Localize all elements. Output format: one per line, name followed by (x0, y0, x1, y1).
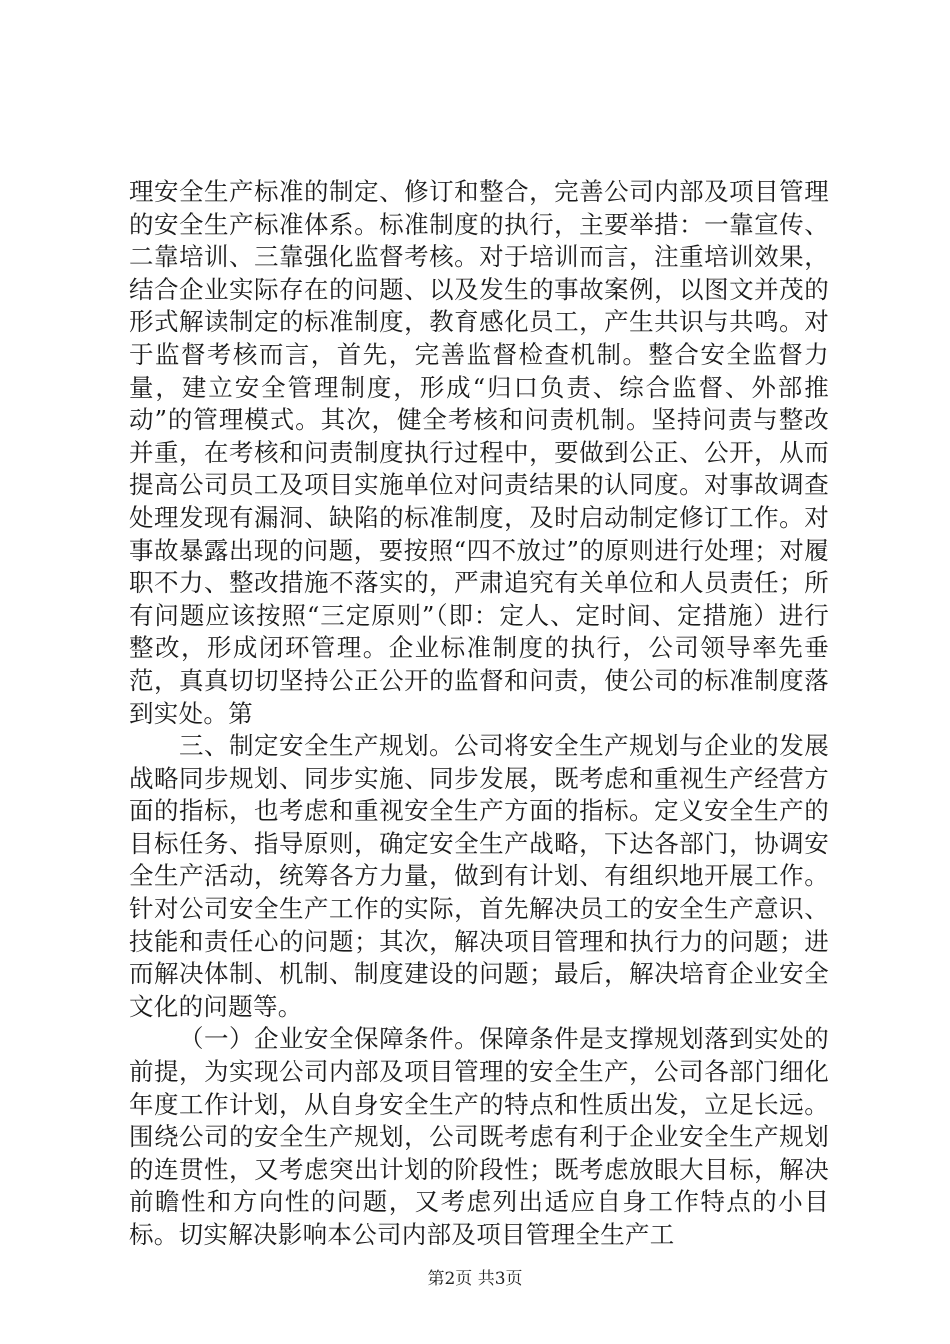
paragraph-standards-execution: 理安全生产标准的制定、修订和整合，完善公司内部及项目管理的安全生产标准体系。标准制度的执行，主要举措：一靠宣传、二靠培训、三靠强化监督考核。对于培训而言，注重培训效果，结合企业实际存在的问题、以及发生的事故案例，以图文并茂的形式解读制定的标准制度，教育感化员工，产生共识与共鸣。对于监督考核而言，首先，完善监督检查机制。整合安全监督力量，建立安全管理制度，形成“归口负责、综合监督、外部推动”的管理模式。其次，健全考核和问责机制。坚持问责与整改并重，在考核和问责制度执行过程中，要做到公正、公开，从而提高公司员工及项目实施单位对问责结果的认同度。对事故调查处理发现有漏洞、缺陷的标准制度，及时启动制定修订工作。对事故暴露出现的问题，要按照“四不放过”的原则进行处理；对履职不力、整改措施不落实的，严肃追究有关单位和人员责任；所有问题应该按照“三定原则”（即：定人、定时间、定措施）进行整改，形成闭环管理。企业标准制度的执行，公司领导率先垂范，真真切切坚持公正公开的监督和问责，使公司的标准制度落到实处。第 (129, 177, 830, 728)
paragraph-safety-guarantee: （一）企业安全保障条件。保障条件是支撑规划落到实处的前提，为实现公司内部及项目管理的安全生产，公司各部门细化年度工作计划，从自身安全生产的特点和性质出发，立足长远。围绕公司的安全生产规划，公司既考虑有利于企业安全生产规划的连贯性，又考虑突出计划的阶段性；既考虑放眼大目标，解决前瞻性和方向性的问题，又考虑列出适应自身工作特点的小目标。切实解决影响本公司内部及项目管理全生产工 (129, 1024, 829, 1249)
paragraph-safety-planning: 三、制定安全生产规划。公司将安全生产规划与企业的发展战略同步规划、同步实施、同步发展，既考虑和重视生产经营方面的指标，也考虑和重视安全生产方面的指标。定义安全生产的目标任务、指导原则，确定安全生产战略，下达各部门，协调安全生产活动，统筹各方力量，做到有计划、有组织地开展工作。针对公司安全生产工作的实际，首先解决员工的安全生产意识、技能和责任心的问题；其次，解决项目管理和执行力的问题；进而解决体制、机制、制度建设的问题；最后，解决培育企业安全文化的问题等。 (129, 731, 829, 1021)
document-body (129, 176, 829, 1252)
page-footer: 第2页 共3页 (427, 1269, 523, 1289)
